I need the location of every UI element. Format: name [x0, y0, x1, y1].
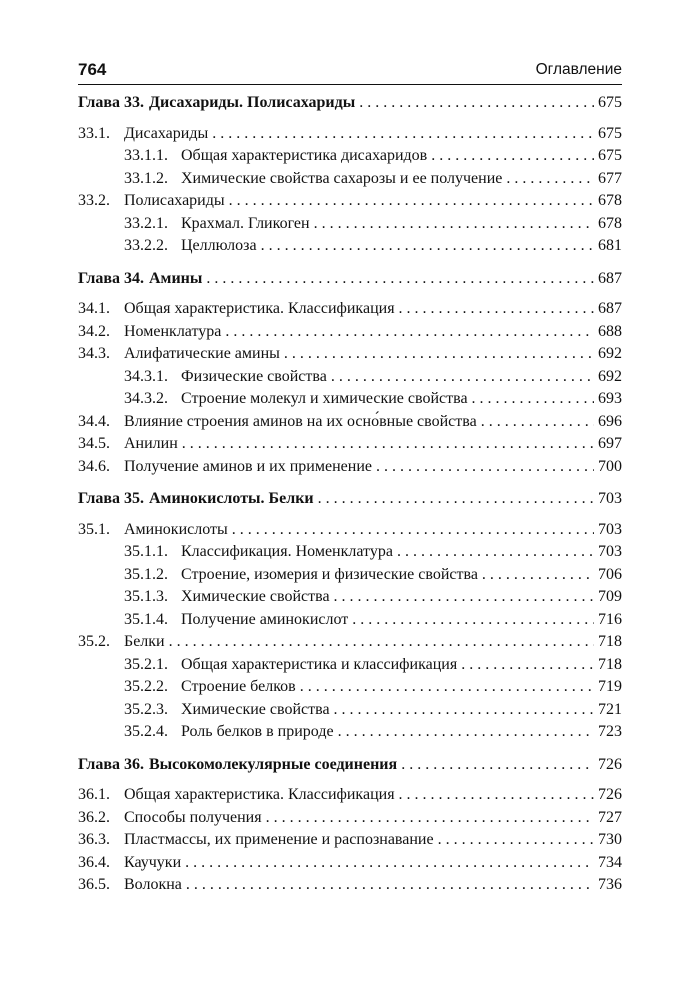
entry-title: Химические свойства	[181, 588, 330, 605]
toc-subsection-entry[interactable]	[78, 145, 622, 168]
entry-page-number: 709	[598, 588, 622, 605]
entry-page-number: 703	[598, 520, 622, 538]
dot-leader	[431, 145, 594, 168]
entry-number: 35.2.1.	[124, 655, 168, 673]
dot-leader	[206, 268, 594, 291]
entry-title: Классификация. Номенклатура	[181, 543, 393, 560]
entry-page-number: 706	[598, 565, 622, 583]
toc-section-entry[interactable]	[78, 123, 622, 146]
chapter-title: Амины	[149, 269, 203, 287]
dot-leader	[300, 676, 594, 699]
entry-page-number: 688	[598, 322, 622, 340]
chapter-title: Высокомолекулярные соединения	[149, 755, 398, 773]
entry-title: Номенклатура	[124, 322, 222, 340]
entry-number: 36.5.	[78, 876, 110, 893]
toc-section-entry[interactable]	[78, 321, 622, 344]
entry-page-number: 721	[598, 700, 622, 718]
entry-title: Алифатические амины	[124, 345, 280, 362]
entry-page-number: 700	[598, 457, 622, 475]
dot-leader	[314, 213, 594, 236]
entry-number: 34.2.	[78, 322, 110, 340]
toc-chapter	[78, 754, 622, 897]
dot-leader	[461, 654, 594, 677]
entry-number: 35.1.2.	[124, 565, 168, 583]
dot-leader	[359, 92, 594, 115]
dot-leader	[506, 168, 594, 191]
entry-title: Влияние строения аминов на их осно́вные свойства	[124, 412, 477, 430]
chapter-label: Глава 36.	[78, 755, 144, 773]
running-header-title: Оглавление	[535, 61, 622, 78]
entry-number: 35.2.	[78, 633, 110, 650]
dot-leader	[185, 852, 594, 875]
page-header	[78, 60, 622, 85]
entry-number: 35.1.3.	[124, 588, 168, 605]
toc-section-entry[interactable]	[78, 433, 622, 456]
entry-title: Получение аминокислот	[181, 610, 349, 628]
entry-number: 35.1.	[78, 520, 110, 538]
chapter-page-number: 675	[598, 94, 622, 111]
entry-number: 35.1.1.	[124, 543, 168, 560]
dot-leader	[182, 433, 594, 456]
toc-section-entry[interactable]	[78, 874, 622, 897]
toc-subsection-entry[interactable]	[78, 168, 622, 191]
entry-page-number: 678	[598, 192, 622, 209]
entry-number: 34.6.	[78, 457, 110, 475]
entry-number: 36.3.	[78, 831, 110, 848]
entry-title: Химические свойства	[181, 700, 330, 718]
dot-leader	[399, 298, 594, 321]
dot-leader	[334, 699, 594, 722]
toc-chapter	[78, 268, 622, 479]
dot-leader	[399, 784, 594, 807]
toc-subsection-entry[interactable]	[78, 699, 622, 722]
dot-leader	[284, 343, 594, 366]
entry-page-number: 677	[598, 169, 622, 187]
toc-subsection-entry[interactable]	[78, 235, 622, 258]
entry-page-number: 716	[598, 610, 622, 628]
entry-number: 33.2.1.	[124, 214, 168, 232]
dot-leader	[376, 456, 594, 479]
entry-title: Пластмассы, их применение и распознавание	[124, 831, 434, 848]
entry-title: Крахмал. Гликоген	[181, 214, 310, 232]
entry-page-number: 675	[598, 124, 622, 142]
entry-number: 33.2.2.	[124, 237, 168, 254]
entry-page-number: 678	[598, 214, 622, 232]
entry-title: Полисахариды	[124, 192, 225, 209]
toc-chapter-heading[interactable]	[78, 268, 622, 291]
toc-section-entry[interactable]	[78, 343, 622, 366]
entry-title: Общая характеристика. Классификация	[124, 300, 395, 317]
dot-leader	[186, 874, 594, 897]
entry-title: Общая характеристика дисахаридов	[181, 147, 428, 164]
dot-leader	[169, 631, 594, 654]
dot-leader	[212, 123, 594, 146]
chapter-page-number: 703	[598, 490, 622, 507]
entry-page-number: 719	[598, 678, 622, 695]
page-number: 764	[78, 60, 107, 79]
entry-title: Каучуки	[124, 853, 182, 871]
entry-page-number: 675	[598, 147, 622, 164]
toc-subsection-entry[interactable]	[78, 541, 622, 564]
entry-number: 36.1.	[78, 786, 110, 803]
entry-number: 34.3.2.	[124, 390, 168, 407]
toc-chapter-heading[interactable]	[78, 754, 622, 777]
entry-title: Белки	[124, 633, 165, 650]
entry-number: 36.4.	[78, 853, 110, 871]
entry-number: 34.5.	[78, 435, 110, 452]
dot-leader	[266, 807, 594, 830]
entry-number: 33.1.	[78, 124, 110, 142]
entry-title: Общая характеристика. Классификация	[124, 786, 395, 803]
entry-number: 35.2.4.	[124, 723, 168, 740]
chapter-label: Глава 34.	[78, 269, 144, 287]
dot-leader	[401, 754, 594, 777]
entry-number: 33.1.2.	[124, 169, 168, 187]
entry-title: Аминокислоты	[124, 520, 228, 538]
entry-page-number: 703	[598, 543, 622, 560]
toc-subsection-entry[interactable]	[78, 721, 622, 744]
entry-page-number: 736	[598, 876, 622, 893]
entry-page-number: 734	[598, 853, 622, 871]
toc-subsection-entry[interactable]	[78, 213, 622, 236]
toc-subsection-entry[interactable]	[78, 586, 622, 609]
toc-section-entry[interactable]	[78, 519, 622, 542]
toc-section-entry[interactable]	[78, 807, 622, 830]
chapter-title: Дисахариды. Полисахариды	[149, 94, 356, 111]
entry-title: Способы получения	[124, 808, 262, 826]
toc-chapter-heading[interactable]	[78, 92, 622, 115]
chapter-label: Глава 33.	[78, 94, 144, 111]
entry-title: Общая характеристика и классификация	[181, 655, 458, 673]
entry-title: Волокна	[124, 876, 182, 893]
entry-title: Строение белков	[181, 678, 296, 695]
entry-number: 34.1.	[78, 300, 110, 317]
table-of-contents	[78, 92, 622, 897]
entry-title: Целлюлоза	[181, 237, 257, 254]
dot-leader	[331, 366, 594, 389]
entry-page-number: 692	[598, 345, 622, 362]
entry-title: Роль белков в природе	[181, 723, 334, 740]
entry-page-number: 687	[598, 300, 622, 317]
dot-leader	[482, 564, 594, 587]
entry-number: 34.4.	[78, 412, 110, 430]
entry-title: Строение, изомерия и физические свойства	[181, 565, 478, 583]
entry-number: 34.3.	[78, 345, 110, 362]
entry-page-number: 692	[598, 367, 622, 385]
toc-section-entry[interactable]	[78, 852, 622, 875]
entry-number: 35.2.2.	[124, 678, 168, 695]
entry-page-number: 681	[598, 237, 622, 254]
toc-subsection-entry[interactable]	[78, 388, 622, 411]
dot-leader	[229, 190, 594, 213]
dot-leader	[472, 388, 594, 411]
toc-subsection-entry[interactable]	[78, 676, 622, 699]
entry-page-number: 718	[598, 655, 622, 673]
toc-subsection-entry[interactable]	[78, 654, 622, 677]
entry-title: Строение молекул и химические свойства	[181, 390, 468, 407]
entry-number: 34.3.1.	[124, 367, 168, 385]
entry-number: 33.1.1.	[124, 147, 168, 164]
toc-subsection-entry[interactable]	[78, 609, 622, 632]
dot-leader	[352, 609, 594, 632]
entry-title: Химические свойства сахарозы и ее получение	[181, 169, 503, 187]
dot-leader	[261, 235, 594, 258]
dot-leader	[318, 488, 594, 511]
entry-page-number: 726	[598, 786, 622, 803]
entry-title: Анилин	[124, 435, 178, 452]
entry-title: Физические свойства	[181, 367, 327, 385]
toc-section-entry[interactable]	[78, 631, 622, 654]
dot-leader	[481, 411, 594, 434]
toc-section-entry[interactable]	[78, 190, 622, 213]
entry-title: Дисахариды	[124, 124, 209, 142]
dot-leader	[225, 321, 594, 344]
entry-page-number: 727	[598, 808, 622, 826]
toc-chapter-heading[interactable]	[78, 488, 622, 511]
chapter-page-number: 687	[598, 269, 622, 287]
entry-number: 33.2.	[78, 192, 110, 209]
entry-page-number: 696	[598, 412, 622, 430]
entry-number: 35.1.4.	[124, 610, 168, 628]
toc-section-entry[interactable]	[78, 784, 622, 807]
toc-section-entry[interactable]	[78, 298, 622, 321]
dot-leader	[232, 519, 594, 542]
entry-title: Получение аминов и их применение	[124, 457, 372, 475]
entry-page-number: 697	[598, 435, 622, 452]
entry-number: 36.2.	[78, 808, 110, 826]
toc-subsection-entry[interactable]	[78, 564, 622, 587]
toc-chapter	[78, 92, 622, 258]
toc-section-entry[interactable]	[78, 456, 622, 479]
dot-leader	[438, 829, 594, 852]
chapter-title: Аминокислоты. Белки	[149, 490, 314, 507]
toc-section-entry[interactable]	[78, 829, 622, 852]
chapter-page-number: 726	[598, 755, 622, 773]
toc-subsection-entry[interactable]	[78, 366, 622, 389]
entry-page-number: 718	[598, 633, 622, 650]
toc-chapter	[78, 488, 622, 744]
dot-leader	[397, 541, 594, 564]
dot-leader	[338, 721, 594, 744]
entry-page-number: 693	[598, 390, 622, 407]
entry-page-number: 730	[598, 831, 622, 848]
chapter-label: Глава 35.	[78, 490, 144, 507]
entry-page-number: 723	[598, 723, 622, 740]
dot-leader	[334, 586, 594, 609]
toc-section-entry[interactable]	[78, 411, 622, 434]
entry-number: 35.2.3.	[124, 700, 168, 718]
